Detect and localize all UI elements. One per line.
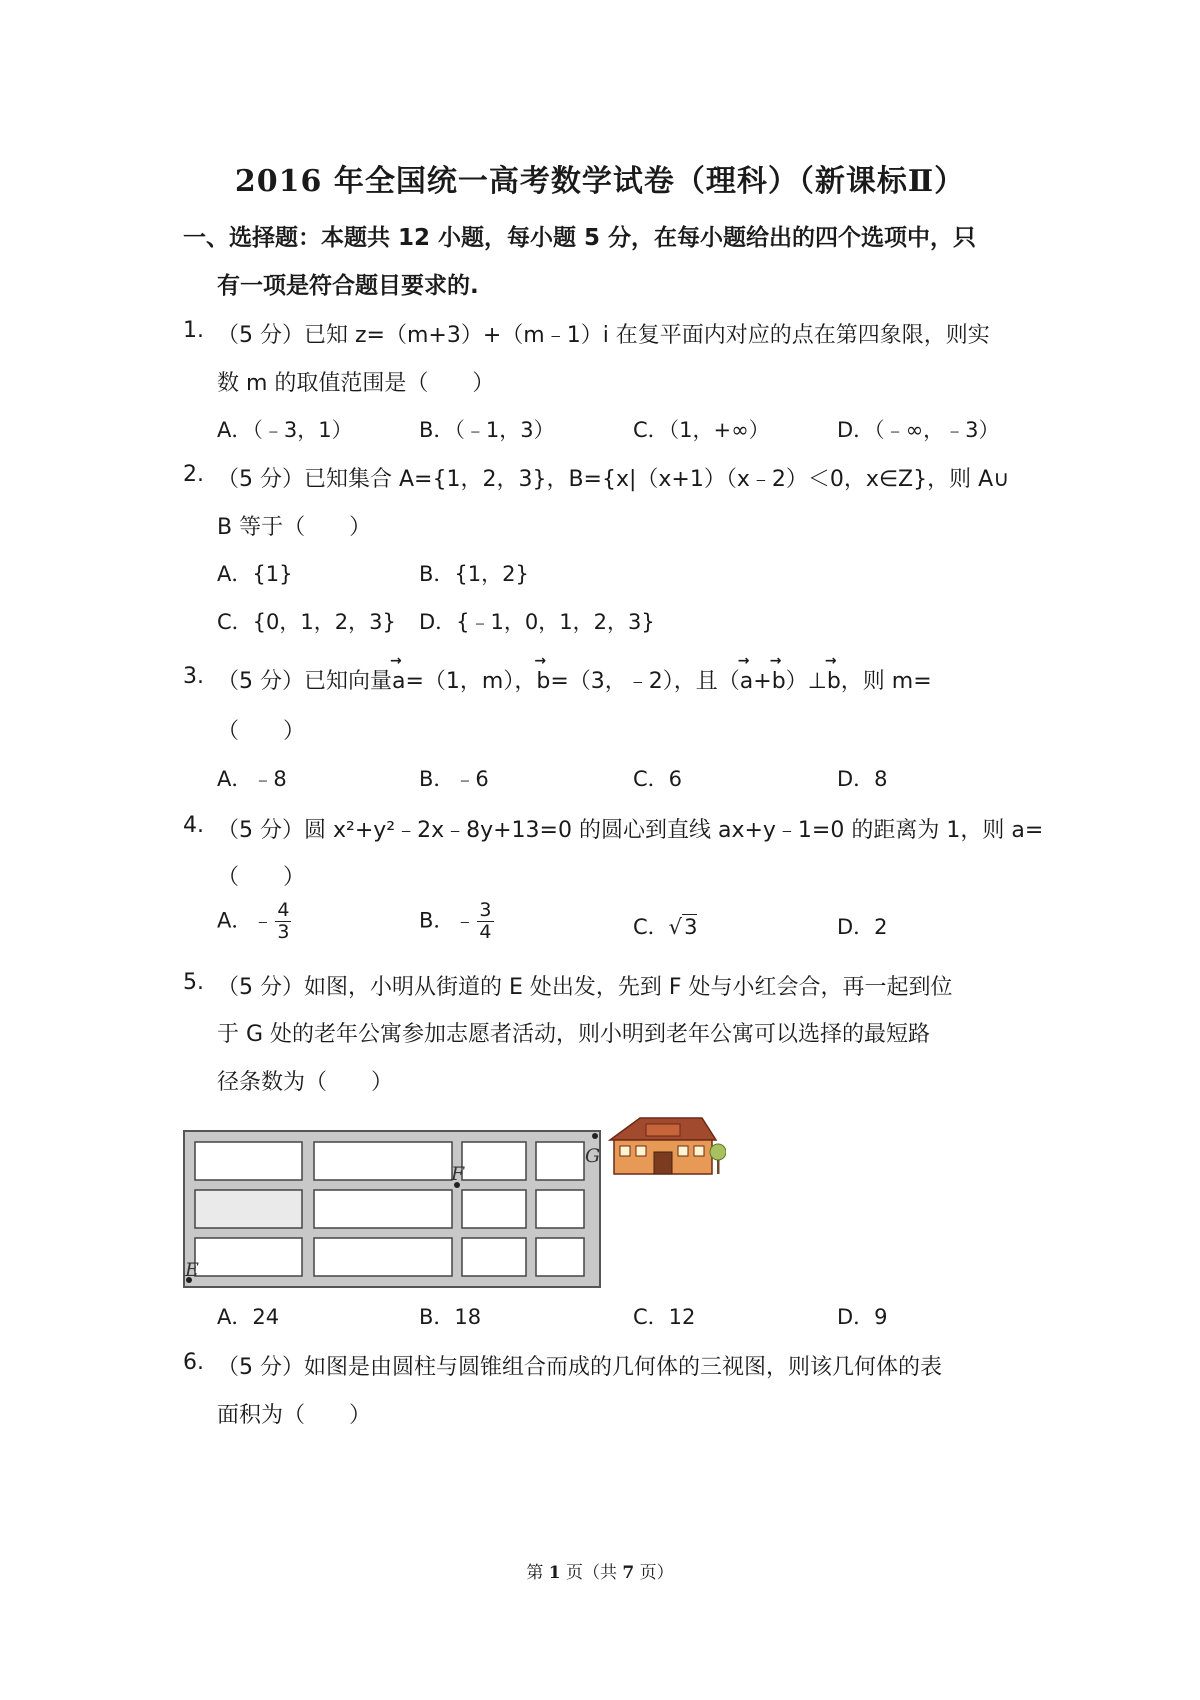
question-2-option-c: C．{0，1，2，3}: [217, 610, 396, 634]
question-3-text-mid3: ）⊥: [785, 669, 827, 694]
question-4-option-d: D．2: [837, 915, 888, 939]
option-c-prefix: C．: [633, 915, 669, 939]
footer-page-number: 1: [548, 1563, 561, 1583]
question-3-plus: +: [753, 669, 772, 694]
question-5-line1: （5 分）如图，小明从街道的 E 处出发，先到 F 处与小红会合，再一起到位: [217, 975, 953, 1000]
question-3-text-mid2: =（3，﹣2），且（: [550, 669, 740, 694]
city-block: [195, 1238, 302, 1276]
question-5-option-b: B．18: [419, 1305, 482, 1329]
city-block: [195, 1142, 302, 1180]
question-4-line2: （ ）: [217, 865, 306, 890]
fraction: [275, 900, 291, 943]
radicand: 3: [684, 915, 698, 939]
fraction-numerator: 3: [479, 899, 492, 921]
question-5-option-c: C．12: [633, 1305, 696, 1329]
question-3-option-c: C．6: [633, 767, 683, 791]
fraction-denominator: 3: [277, 921, 290, 943]
fraction-denominator: 4: [479, 921, 492, 943]
city-block: [314, 1238, 452, 1276]
question-3-line2: （ ）: [217, 719, 306, 744]
square-root: [669, 914, 698, 939]
section-header: [183, 214, 1033, 310]
tree-trunk: [717, 1160, 720, 1174]
fraction-numerator: 4: [277, 899, 290, 921]
question-5-option-a: A．24: [217, 1305, 280, 1329]
question-4-option-a: [217, 900, 291, 943]
option-b-prefix: B．﹣: [419, 908, 476, 933]
city-block: [536, 1238, 584, 1276]
question-1-line1: （5 分）已知 z=（m+3）+（m﹣1）i 在复平面内对应的点在第四象限，则实: [217, 323, 990, 348]
question-4-number: 4.: [183, 813, 204, 838]
city-block: [462, 1238, 526, 1276]
question-5-number: 5.: [183, 970, 204, 995]
city-block: [314, 1190, 452, 1228]
tree-icon: [710, 1144, 726, 1160]
house-window: [636, 1146, 646, 1156]
vector-b: → b: [536, 669, 550, 694]
question-5-option-d: D．9: [837, 1305, 888, 1329]
question-1-number: 1.: [183, 318, 204, 343]
exam-title: 2016 年全国统一高考数学试卷（理科）（新课标Ⅱ）: [234, 164, 966, 199]
question-4-option-b: [419, 900, 494, 943]
question-5-line2: 于 G 处的老年公寓参加志愿者活动，则小明到老年公寓可以选择的最短路: [217, 1022, 931, 1047]
fraction: [477, 900, 493, 943]
label-f: F: [451, 1163, 465, 1185]
footer-post: 页）: [634, 1563, 674, 1583]
question-3-option-b: B．﹣6: [419, 767, 489, 791]
question-2-line2: B 等于（ ）: [217, 515, 372, 540]
question-1-option-b: B．（﹣1，3）: [419, 418, 555, 442]
question-2-number: 2.: [183, 462, 204, 487]
house-door: [654, 1152, 672, 1174]
question-3-option-d: D．8: [837, 767, 888, 791]
question-1-option-a: A．（﹣3，1）: [217, 418, 353, 442]
question-1-line2: 数 m 的取值范围是（ ）: [217, 371, 495, 396]
city-block: [195, 1190, 302, 1228]
city-block: [462, 1190, 526, 1228]
city-block: [536, 1142, 584, 1180]
vector-a: → a: [740, 669, 753, 694]
page-footer: [0, 1558, 1200, 1583]
question-1-option-d: D．（﹣∞，﹣3）: [837, 418, 1000, 442]
question-6-line2: 面积为（ ）: [217, 1403, 372, 1428]
senior-apartment-illustration: [606, 1108, 726, 1178]
question-6-number: 6.: [183, 1350, 204, 1375]
footer-mid: 页（共: [560, 1563, 623, 1583]
question-6-line1: （5 分）如图是由圆柱与圆锥组合而成的几何体的三视图，则该几何体的表: [217, 1355, 942, 1380]
question-1-option-c: C．（1，+∞）: [633, 418, 770, 442]
vector-a: → a: [392, 669, 405, 694]
house-window: [678, 1146, 688, 1156]
city-block: [462, 1142, 526, 1180]
question-2-option-b: B．{1，2}: [419, 562, 529, 586]
label-e: E: [185, 1259, 199, 1281]
question-3-text-post: ，则 m=: [840, 669, 932, 694]
question-3-number: 3.: [183, 664, 204, 689]
point-g: [592, 1133, 598, 1139]
house-upper-floor: [646, 1124, 680, 1136]
street-grid-figure: [183, 1130, 603, 1292]
city-block: [536, 1190, 584, 1228]
house-window: [694, 1146, 704, 1156]
footer-pre: 第: [526, 1563, 549, 1583]
question-3-text-mid1: =（1，m），: [405, 669, 537, 694]
vector-b: → b: [827, 669, 841, 694]
radical-sign: √: [668, 915, 683, 939]
question-4-option-c: [633, 911, 697, 941]
question-3-text-pre: （5 分）已知向量: [217, 669, 392, 694]
footer-total-pages: 7: [622, 1563, 635, 1583]
question-3-line1: [217, 664, 932, 695]
question-3-option-a: A．﹣8: [217, 767, 287, 791]
section-header-line1: 一、选择题：本题共 12 小题，每小题 5 分，在每小题给出的四个选项中，只: [183, 225, 977, 251]
question-2-line1: （5 分）已知集合 A={1，2，3}，B={x|（x+1）（x﹣2）＜0，x∈Z}，则 A∪: [217, 467, 1010, 492]
question-5-line3: 径条数为（ ）: [217, 1070, 394, 1095]
city-block: [314, 1142, 452, 1180]
house-window: [620, 1146, 630, 1156]
label-g: G: [585, 1145, 601, 1167]
vector-b: → b: [772, 669, 786, 694]
question-2-option-d: D．{﹣1，0，1，2，3}: [419, 610, 655, 634]
section-header-line2: 有一项是符合题目要求的.: [217, 273, 479, 299]
question-4-line1: （5 分）圆 x²+y²﹣2x﹣8y+13=0 的圆心到直线 ax+y﹣1=0 的距离为 1，则 a=: [217, 818, 1044, 843]
option-a-prefix: A．﹣: [217, 908, 274, 933]
question-2-option-a: A．{1}: [217, 562, 293, 586]
